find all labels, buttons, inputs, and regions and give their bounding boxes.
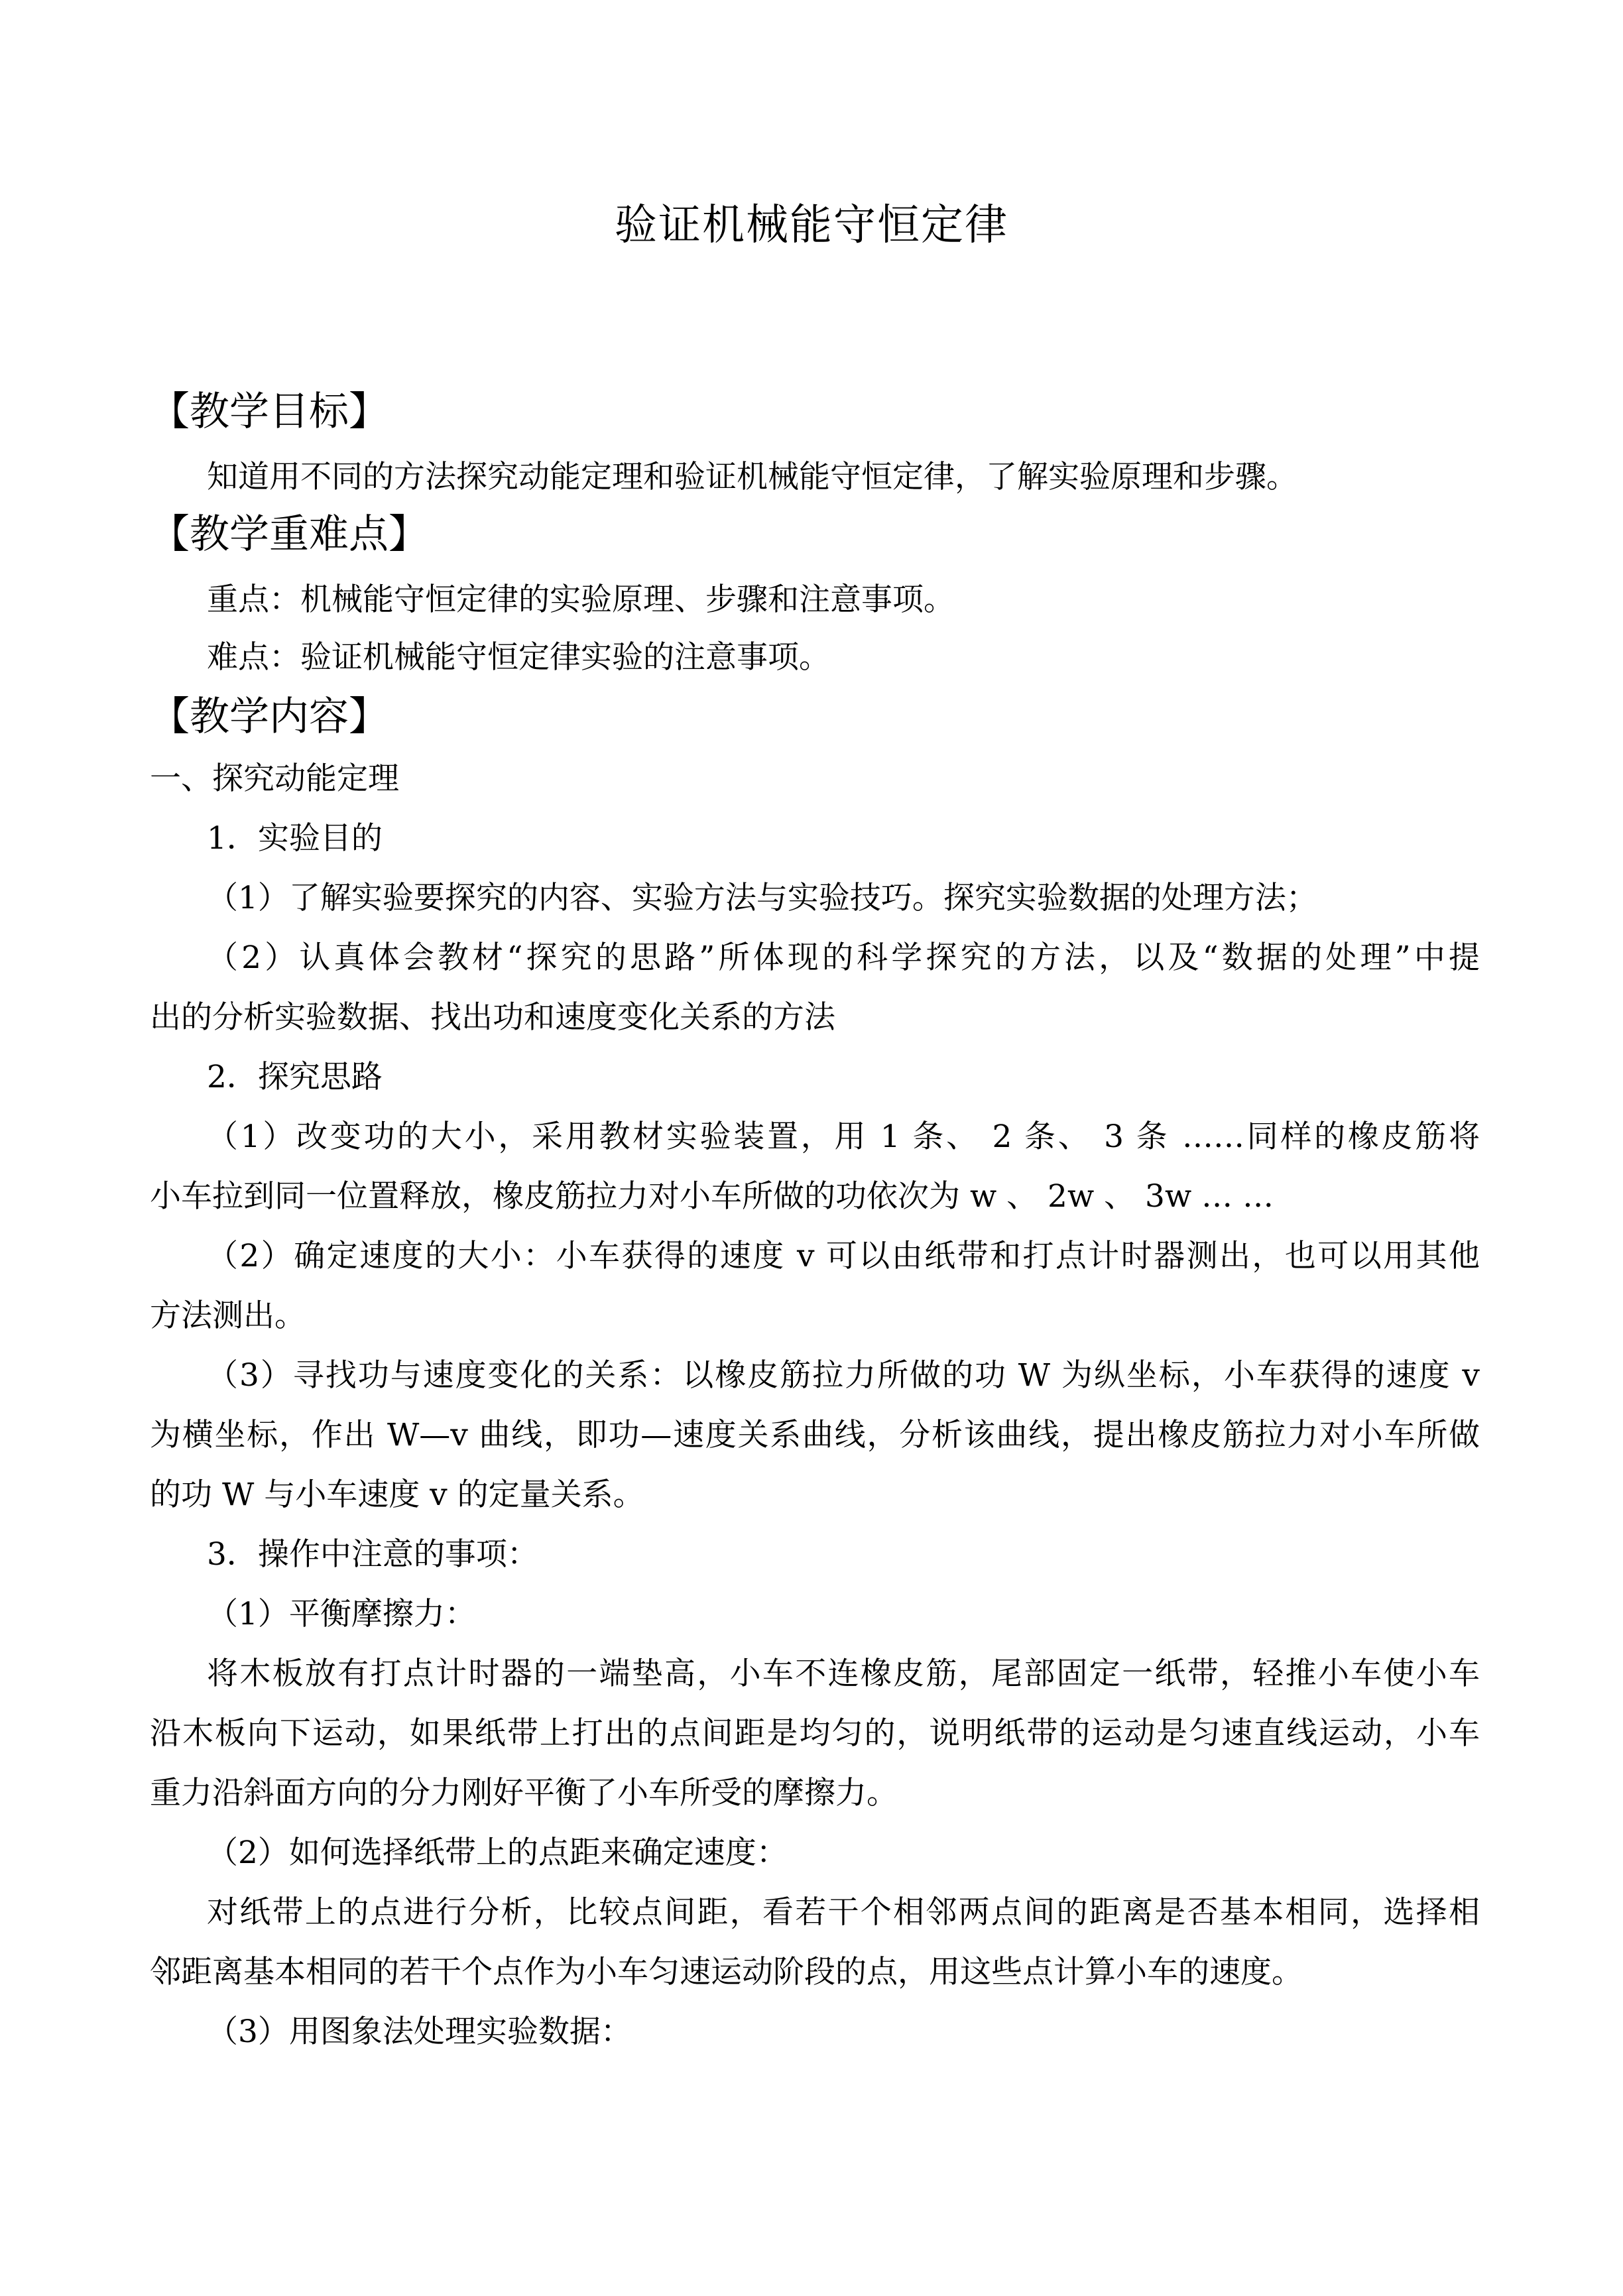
paragraph-2-3-line-1: （3）寻找功与速度变化的关系：以橡皮筋拉力所做的功 W 为纵坐标，小车获得的速度 v (207, 1357, 1480, 1394)
paragraph-1-1: （1）了解实验要探究的内容、实验方法与实验技巧。探究实验数据的处理方法； (207, 880, 1317, 916)
subsection-heading-1: 1．实验目的 (207, 820, 383, 857)
part1-heading: 一、探究动能定理 (150, 760, 399, 797)
paragraph-2-3-line-2: 为横坐标，作出 W—v 曲线，即功—速度关系曲线，分析该曲线，提出橡皮筋拉力对小车所做 (150, 1417, 1480, 1453)
key-point-paragraph: 重点：机械能守恒定律的实验原理、步骤和注意事项。 (207, 581, 955, 618)
paragraph-2-3-line-3: 的功 W 与小车速度 v 的定量关系。 (150, 1477, 644, 1513)
section-heading-goal: 【教学目标】 (150, 389, 389, 435)
paragraph-3-2-heading: （2）如何选择纸带上的点距来确定速度： (207, 1835, 788, 1871)
paragraph-1-2-line-2: 出的分析实验数据、找出功和速度变化关系的方法 (150, 999, 835, 1036)
paragraph-2-2-line-2: 方法测出。 (150, 1298, 306, 1334)
paragraph-3-1-line-3: 重力沿斜面方向的分力刚好平衡了小车所受的摩擦力。 (150, 1775, 898, 1811)
paragraph-3-1-line-1: 将木板放有打点计时器的一端垫高，小车不连橡皮筋，尾部固定一纸带，轻推小车使小车 (207, 1656, 1480, 1692)
difficult-point-paragraph: 难点：验证机械能守恒定律实验的注意事项。 (207, 639, 830, 676)
subsection-heading-2: 2．探究思路 (207, 1059, 383, 1095)
paragraph-3-3-heading: （3）用图象法处理实验数据： (207, 2014, 632, 2050)
section-heading-key-points: 【教学重难点】 (150, 511, 428, 558)
paragraph-3-1-line-2: 沿木板向下运动，如果纸带上打出的点间距是均匀的，说明纸带的运动是匀速直线运动，小车 (150, 1715, 1480, 1752)
paragraph-3-2-line-1: 对纸带上的点进行分析，比较点间距，看若干个相邻两点间的距离是否基本相同，选择相 (207, 1894, 1480, 1931)
paragraph-2-2-line-1: （2）确定速度的大小：小车获得的速度 v 可以由纸带和打点计时器测出，也可以用其他 (207, 1238, 1480, 1274)
goal-paragraph: 知道用不同的方法探究动能定理和验证机械能守恒定律，了解实验原理和步骤。 (207, 459, 1297, 495)
paragraph-2-1-line-1: （1）改变功的大小，采用教材实验装置，用 1 条、 2 条、 3 条 ……同样的橡皮筋将 (207, 1118, 1480, 1155)
paragraph-3-2-line-2: 邻距离基本相同的若干个点作为小车匀速运动阶段的点，用这些点计算小车的速度。 (150, 1954, 1303, 1990)
section-heading-content: 【教学内容】 (150, 694, 389, 740)
paragraph-3-1-heading: （1）平衡摩擦力： (207, 1596, 476, 1632)
paragraph-2-1-line-2: 小车拉到同一位置释放，橡皮筋拉力对小车所做的功依次为 w 、 2w 、 3w … … (150, 1178, 1274, 1215)
paragraph-1-2-line-1: （2）认真体会教材“探究的思路”所体现的科学探究的方法，以及“数据的处理”中提 (207, 939, 1480, 976)
subsection-heading-3: 3．操作中注意的事项： (207, 1536, 538, 1573)
page-title: 验证机械能守恒定律 (615, 201, 1008, 250)
